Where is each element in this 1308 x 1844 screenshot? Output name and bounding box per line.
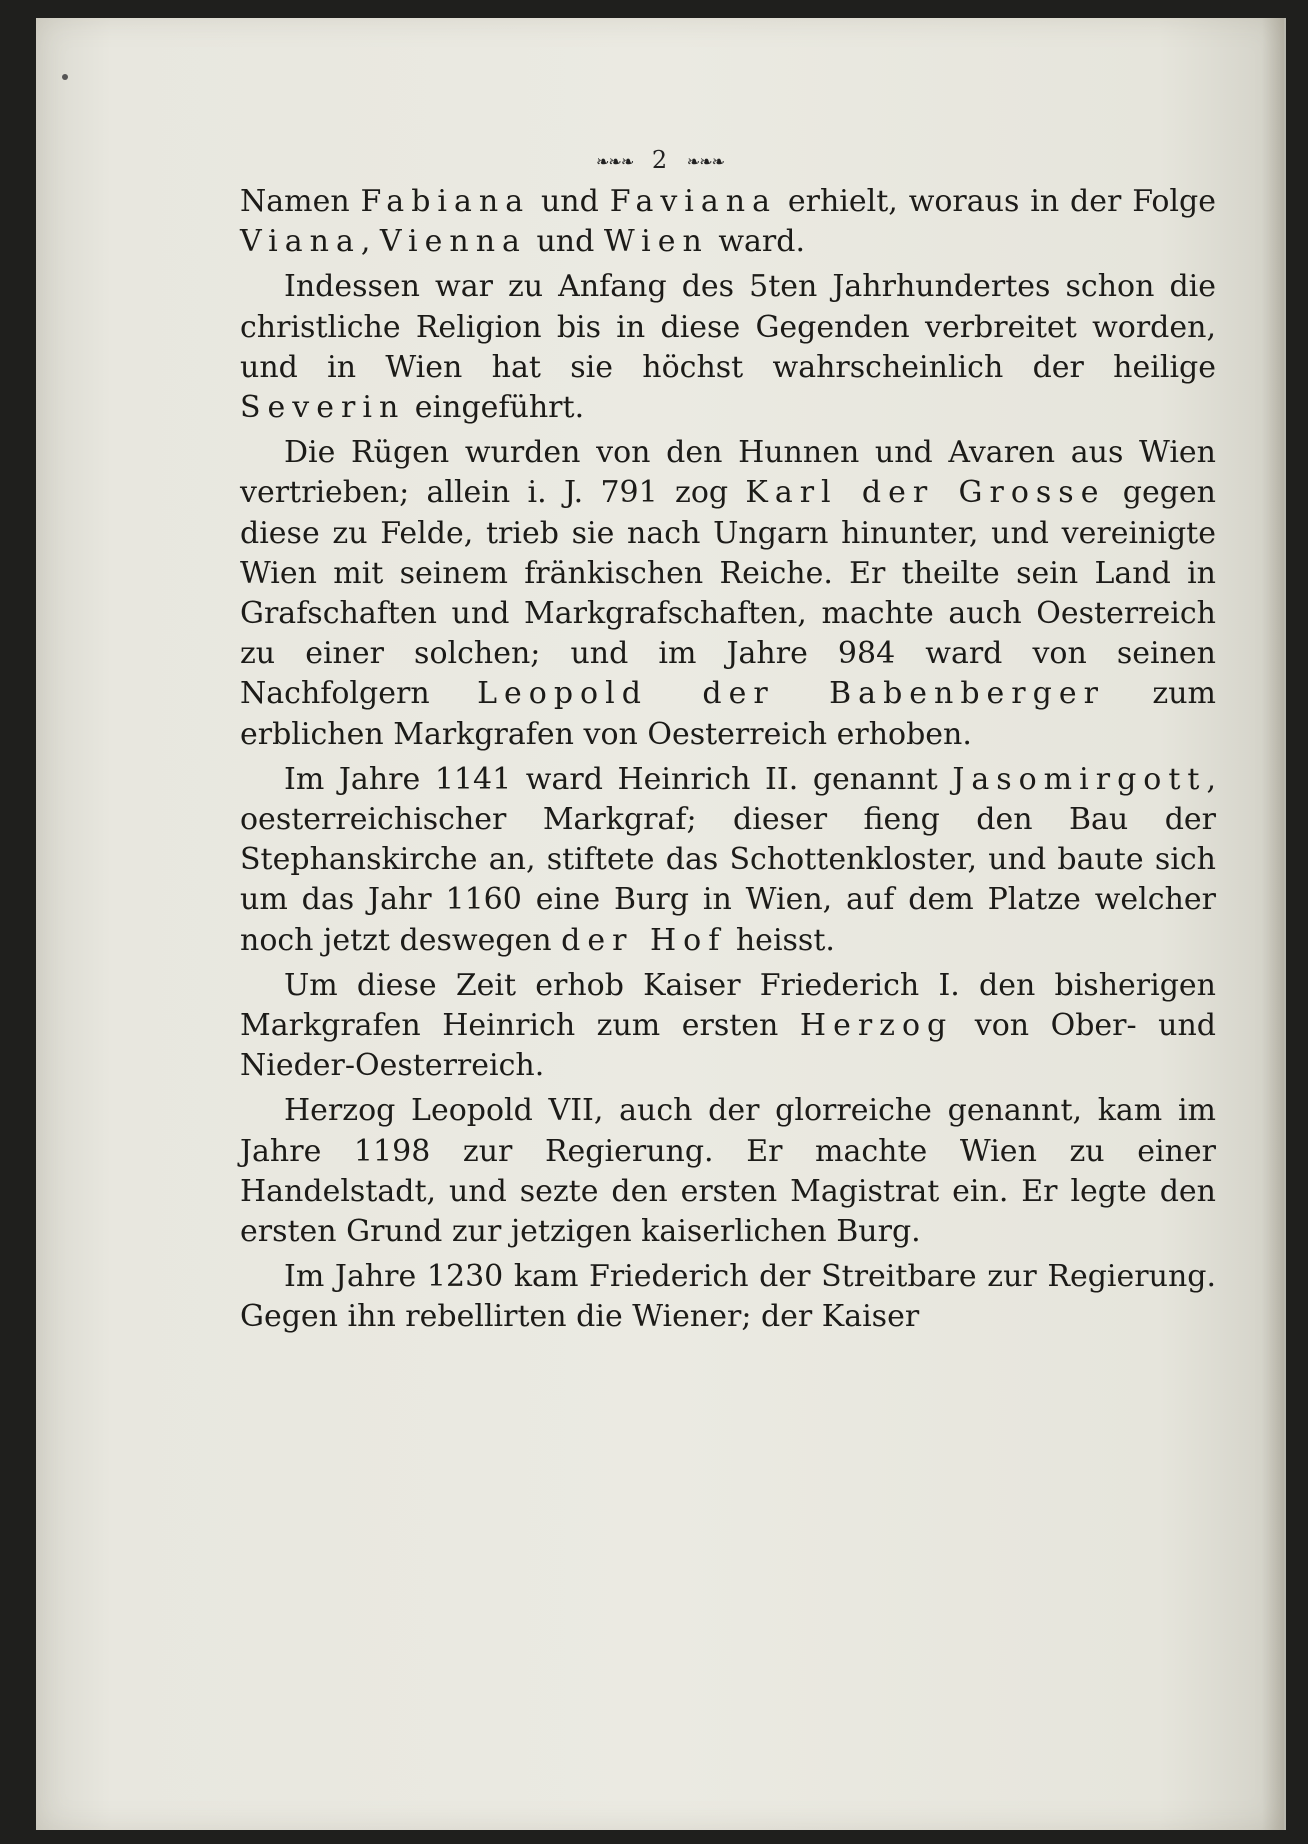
paragraph [240, 760, 1216, 961]
book-page [36, 18, 1286, 1830]
page-gutter-shadow [1262, 18, 1284, 1830]
body-text [240, 182, 1216, 1343]
text-run: gegen diese zu Felde, trieb sie nach Ungarn hinunter, und vereinigte Wien mit seinem fränkischen Reiche. Er theilte sein Land in Grafschaften und Markgrafschaften, machte auch Oesterreich zu einer solchen; und im Jahre 984 ward von seinen Nachfolgern [240, 475, 1216, 712]
spaced-name: Viana [240, 224, 361, 260]
text-run: heisst. [726, 922, 835, 958]
ornament-left-icon: ❧❧❧ [596, 152, 634, 171]
text-run: Namen [240, 184, 361, 219]
text-run: Im Jahre 1230 kam Friederich der Streitbare zur Regierung. Gegen ihn rebellirten die Wiener; der Kaiser [240, 1259, 1216, 1335]
text-run: zum erblichen Markgrafen von Oesterreich erhoben. [240, 676, 1216, 752]
text-run: Indessen war zu Anfang des 5ten Jahrhundertes schon die christliche Religion bis in diese Gegenden verbreitet worden, und in Wien hat sie höchst wahrscheinlich der heilige [240, 269, 1216, 385]
spaced-name: Jasomirgott [952, 761, 1207, 797]
text-run: , oesterreichischer Markgraf; dieser fieng den Bau der Stephanskirche an, stiftete das Schottenkloster, und baute sich um das Jahr 1160 eine Burg in Wien, auf dem Platze welcher noch jetzt deswegen [240, 761, 1216, 958]
spaced-name: der Hof [561, 922, 727, 958]
text-run: von Ober- und Nieder-Oesterreich. [240, 1008, 1216, 1084]
paragraph [240, 433, 1216, 755]
spaced-name: Karl der Grosse [745, 475, 1106, 511]
text-run: Um diese Zeit erhob Kaiser Friederich I. den bisherigen Markgrafen Heinrich zum ersten [240, 967, 1216, 1044]
spaced-name: Wien [603, 224, 709, 260]
text-run: , [360, 224, 380, 260]
paragraph [240, 1257, 1216, 1337]
ink-spot [62, 74, 68, 80]
text-run: und [526, 224, 604, 260]
spaced-name: Vienna [379, 224, 527, 260]
paragraph [240, 966, 1216, 1087]
paragraph [240, 1091, 1216, 1252]
text-run: Im Jahre 1141 ward Heinrich II. genannt [284, 761, 953, 797]
paragraph [240, 267, 1216, 428]
text-run: Die Rügen wurden von den Hunnen und Avaren aus Wien vertrieben; allein i. J. 791 zog [240, 435, 1216, 511]
spaced-name: Herzog [799, 1008, 954, 1044]
text-run: und [530, 184, 610, 219]
ornament-right-icon: ❧❧❧ [686, 152, 724, 171]
spaced-name: Fabiana [360, 184, 531, 219]
spaced-name: Faviana [609, 184, 777, 219]
text-run: Herzog Leopold VII, auch der glorreiche genannt, kam im Jahre 1198 zur Regierung. Er machte Wien zu einer Handelstadt, und sezte den ersten Magistrat ein. Er legte den ersten Grund zur jetzigen kaiserlichen Burg. [240, 1093, 1216, 1250]
paragraph [240, 182, 1216, 262]
running-header [36, 146, 1284, 174]
page-number: 2 [651, 146, 669, 174]
text-run: ward. [708, 224, 806, 260]
text-run: eingeführt. [405, 390, 585, 426]
spaced-name: Leopold der Babenberger [477, 676, 1105, 712]
spaced-name: Severin [240, 390, 406, 426]
text-run: erhielt, woraus in der Folge [777, 184, 1216, 219]
